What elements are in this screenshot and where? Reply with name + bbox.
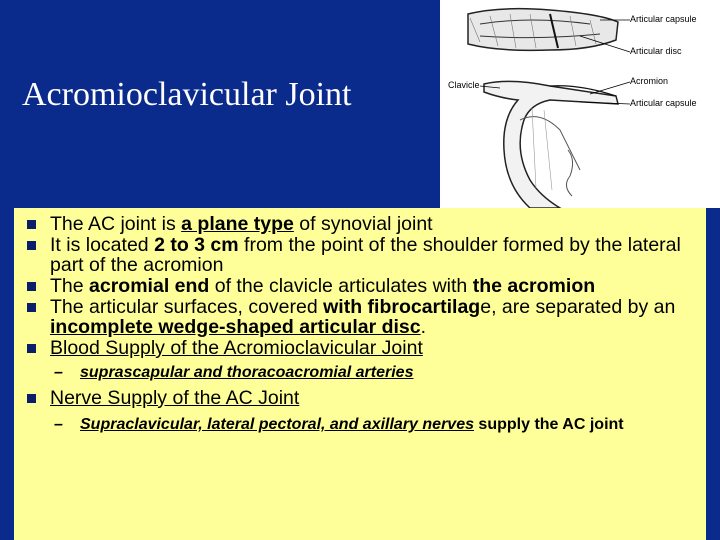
slide-title: Acromioclavicular Joint xyxy=(22,76,352,113)
bullet-acromial-end: The acromial end of the clavicle articulates with the acromion xyxy=(24,276,698,296)
label-clavicle: Clavicle xyxy=(448,80,480,90)
label-acromion: Acromion xyxy=(630,76,669,86)
bullet-plane-type: The AC joint is a plane type of synovial joint xyxy=(24,214,698,234)
label-articular-disc: Articular disc xyxy=(630,46,682,56)
label-articular-capsule-top: Articular capsule xyxy=(630,14,697,24)
sub-bullet-nerves: – Supraclavicular, lateral pectoral, and axillary nerves supply the AC joint xyxy=(54,416,624,433)
bullet-location: It is located 2 to 3 cm from the point of the shoulder formed by the lateral part of the acromion xyxy=(24,235,698,275)
ac-joint-diagram xyxy=(440,0,720,208)
slide-content xyxy=(14,208,706,540)
emphasis-acromion: the acromion xyxy=(472,275,596,297)
bullet-list xyxy=(24,214,698,358)
bullet-list-2 xyxy=(24,388,698,408)
emphasis-plane-type: a plane type xyxy=(181,213,294,235)
bullet-nerve-supply: Nerve Supply of the AC Joint xyxy=(24,388,698,408)
sub-bullet-arteries: – suprascapular and thoracoacromial arteries xyxy=(54,364,414,381)
emphasis-fibrocartilage: with fibrocartilag xyxy=(323,296,481,318)
bullet-articular-surfaces: The articular surfaces, covered with fibrocartilage, are separated by an incomplete wedge-shaped articular disc. xyxy=(24,297,698,337)
bullet-blood-supply: Blood Supply of the Acromioclavicular Joint xyxy=(24,338,698,358)
emphasis-acromial-end: acromial end xyxy=(89,275,210,297)
emphasis-articular-disc: incomplete wedge-shaped articular disc xyxy=(50,316,421,338)
label-articular-capsule-bottom: Articular capsule xyxy=(630,98,697,108)
emphasis-distance: 2 to 3 cm xyxy=(154,234,239,256)
